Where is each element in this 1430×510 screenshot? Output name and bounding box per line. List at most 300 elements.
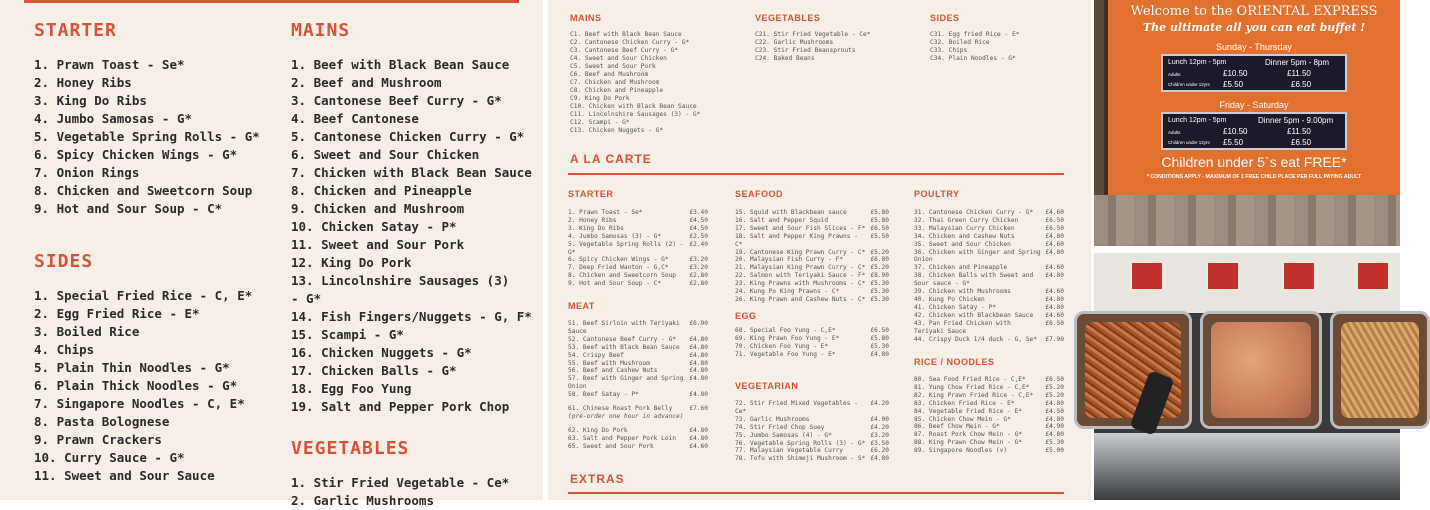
menu-item-price: £4.80 [689, 375, 708, 383]
sign-welcome: Welcome to the ORIENTAL EXPRESS [1130, 4, 1378, 19]
menu-item-price: £4.80 [689, 351, 708, 359]
menu-price-row [735, 288, 889, 296]
menu-price-row [914, 249, 1064, 265]
menu-item-name: 75. Jumbo Samosas (4) - G* [735, 431, 832, 439]
menu-item: C12. Scampi - G* [570, 119, 630, 126]
menu-item-name: 73. Garlic Mushrooms [735, 415, 810, 423]
wood-panelling [1094, 195, 1400, 246]
menu-item: 3. Boiled Rice [34, 324, 140, 339]
menu-item-price: £6.90 [689, 320, 708, 327]
menu-price-row [914, 423, 1064, 431]
menu-item-name: 68. Special Foo Yung - C,E* [735, 327, 836, 334]
menu-item-name: 78. Tofu with Shimeji Mushroom - S* [735, 455, 866, 463]
menu-item-price: £8.90 [870, 272, 889, 280]
buffet-vegetables-list [755, 31, 870, 63]
starter-heading: STARTER [34, 20, 117, 41]
menu-item-name: 61. Chinese Roast Pork Belly [568, 405, 673, 413]
menu-item: 6. Plain Thick Noodles - G* [34, 378, 238, 393]
menu-item-price: £5.20 [1045, 383, 1064, 391]
vegetarian-price-list [735, 400, 889, 463]
menu-item: 11. Sweet and Sour Pork [291, 237, 465, 252]
weekday-lunch-label: Lunch 12pm - 5pm [1168, 59, 1227, 66]
menu-item-price: £5.30 [870, 288, 889, 296]
menu-item-price: £4.20 [870, 423, 889, 431]
buffet-sides-list [930, 31, 1019, 63]
menu-item: C1. Beef with Black Bean Sauce [570, 31, 682, 38]
menu-item-price: £5.30 [870, 280, 889, 288]
menu-item: C7. Chicken and Mushroom [570, 79, 660, 86]
vegetables-list [291, 474, 509, 510]
weekend-dinner-label: Dinner 5pm - 9.00pm [1258, 116, 1334, 125]
menu-item-name: 22. Salmon with Teriyaki Sauce - F* [735, 272, 866, 280]
menu-item: 3. Cantonese Beef Curry - G* [291, 93, 502, 108]
buffet-trays-photo [1094, 253, 1400, 500]
menu-item-name: 26. King Prawn and Cashew Nuts - C* [735, 295, 866, 303]
menu-item: 2. Egg Fried Rice - E* [34, 306, 200, 321]
weekday-dinner-child-price: £6.50 [1291, 80, 1312, 89]
menu-item-name: 36. Chicken with Ginger and Spring Onion [914, 248, 1041, 264]
menu-price-row [568, 375, 708, 391]
menu-price-row [568, 241, 708, 257]
menu-item: 5. Cantonese Chicken Curry - G* [291, 129, 525, 144]
starter-heading-small: STARTER [568, 189, 614, 199]
menu-item: 19. Salt and Pepper Pork Chop [291, 399, 510, 414]
weekday-dinner-adult-price: £11.50 [1287, 69, 1311, 78]
menu-item-price: £5.30 [870, 342, 889, 350]
menu-item-name: 43. Pan Fried Chicken with Teriyaki Sauce [914, 319, 1011, 335]
menu-item: C32. Boiled Rice [930, 39, 990, 46]
menu-item-price: £4.50 [689, 216, 708, 224]
menu-item: C6. Beef and Mushroom [570, 71, 649, 78]
menu-price-row [914, 392, 1064, 400]
menu-item-name: 34. Chicken and Cashew Nuts [914, 232, 1015, 240]
meat-heading: MEAT [568, 301, 595, 311]
counter-front [1094, 433, 1400, 500]
menu-item-price: £4.80 [1045, 295, 1064, 303]
menu-item-name: 76. Vegetable Spring Rolls (3) - G* [735, 439, 866, 447]
menu-item: 1. Prawn Toast - Se* [34, 57, 185, 72]
menu-price-row [568, 344, 708, 352]
weekend-dinner-child-price: £6.50 [1291, 138, 1312, 147]
menu-item-name: 17. Sweet and Sour Fish Slices - F* [735, 224, 866, 232]
menu-item-name: 54. Crispy Beef [568, 351, 624, 359]
children-label: Children under 12yrs [1168, 82, 1210, 87]
menu-item-price: £5.30 [1045, 439, 1064, 447]
menu-item-price: £5.80 [870, 334, 889, 342]
menu-item-name: 63. Salt and Pepper Pork Loin [568, 434, 677, 442]
menu-price-row [914, 288, 1064, 296]
rice-noodles-heading: RICE / NOODLES [914, 357, 995, 367]
menu-price-row [735, 264, 889, 272]
full-menu-page [548, 0, 1091, 500]
menu-item: 1. Beef with Black Bean Sauce [291, 57, 510, 72]
menu-price-row [735, 280, 889, 288]
menu-price-row [914, 272, 1064, 288]
menu-item: 6. Sweet and Sour Chicken [291, 147, 480, 162]
menu-item: 15. Scampi - G* [291, 327, 404, 342]
menu-item-name: 20. Malaysian Fish Curry - F* [735, 256, 844, 264]
menu-item-name: 83. Chicken Fried Rice - E* [914, 399, 1015, 407]
menu-price-row [568, 413, 708, 421]
menu-item-price: £7.60 [689, 405, 708, 413]
price-sign [1104, 0, 1400, 197]
menu-price-row [735, 256, 889, 264]
menu-item-price: £6.20 [870, 447, 889, 455]
menu-price-row [914, 376, 1064, 384]
menu-item: 7. Singapore Noodles - C, E* [34, 396, 245, 411]
menu-price-row [568, 405, 708, 413]
menu-item-price: £4.80 [689, 426, 708, 434]
menu-item-price: £4.80 [689, 434, 708, 442]
menu-item: 2. Honey Ribs [34, 75, 132, 90]
menu-price-row [568, 233, 708, 241]
menu-price-row [914, 431, 1064, 439]
menu-item: 16. Chicken Nuggets - G* [291, 345, 472, 360]
menu-item-price: £5.80 [870, 216, 889, 224]
menu-item-price: £4.60 [1045, 240, 1064, 248]
menu-item-price: £4.60 [1045, 209, 1064, 216]
menu-item: C8. Chicken and Pineapple [570, 87, 664, 94]
menu-item-name: 77. Malaysian Vegetable Curry [735, 447, 844, 455]
menu-price-row [914, 384, 1064, 392]
menu-item: 9. Hot and Sour Soup - C* [34, 201, 223, 216]
buffet-vegetables-heading: VEGETABLES [755, 13, 821, 23]
menu-item-name: 74. Stir Fried Chop Suey [735, 423, 825, 431]
children-label-2: Children under 12yrs [1168, 140, 1210, 145]
menu-item-price: £7.90 [1045, 335, 1064, 343]
menu-item: 4. Jumbo Samosas - G* [34, 111, 193, 126]
menu-item-name: 40. Kung Po Chicken [914, 295, 985, 303]
menu-item: C22. Garlic Mushrooms [755, 39, 834, 46]
menu-price-row [735, 440, 889, 448]
poultry-heading: POULTRY [914, 189, 960, 199]
menu-item: C33. Chips [930, 47, 968, 54]
menu-price-row [568, 225, 708, 233]
sign-weekend-label: Friday - Saturday [1219, 100, 1289, 110]
menu-item-price: £4.00 [870, 415, 889, 423]
menu-item-name: 44. Crispy Duck 1/4 duck - G, Se* [914, 335, 1037, 343]
menu-item-price: £4.50 [689, 224, 708, 232]
menu-item: 8. Chicken and Sweetcorn Soup [34, 183, 253, 198]
menu-price-row [914, 416, 1064, 424]
menu-price-row [735, 424, 889, 432]
menu-item: C23. Stir Fried Beansprouts [755, 47, 856, 54]
top-rule [24, 0, 519, 3]
weekend-lunch-label: Lunch 12pm - 5pm [1168, 117, 1227, 124]
menu-item-price: £3.40 [689, 209, 708, 216]
menu-price-row [914, 217, 1064, 225]
menu-item-price: £4.80 [689, 391, 708, 399]
menu-item-price: £6.50 [1045, 216, 1064, 224]
menu-price-row [914, 209, 1064, 217]
menu-item: 7. Onion Rings [34, 165, 140, 180]
menu-price-row [568, 427, 708, 435]
seafood-price-list [735, 209, 889, 304]
menu-item: 9. Prawn Crackers [34, 432, 162, 447]
menu-item-name: 65. Sweet and Sour Pork [568, 442, 654, 450]
menu-item-name: 81. Yung Chow Fried Rice - C,E* [914, 383, 1030, 391]
menu-price-row [735, 400, 889, 416]
menu-price-row [735, 225, 889, 233]
menu-item-name: 84. Vegetable Fried Rice - E* [914, 407, 1023, 415]
extras-heading: EXTRAS [570, 472, 625, 486]
menu-item-name: 57. Beef with Ginger and Spring Onion [568, 375, 684, 391]
menu-item-name: 16. Salt and Pepper Squid [735, 216, 829, 224]
menu-item: C11. Lincolnshire Sausages (3) - G* [570, 111, 701, 118]
menu-item: 2. Beef and Mushroom [291, 75, 442, 90]
menu-item-name: 89. Singapore Noodles (v) [914, 447, 1008, 455]
vegetarian-heading: VEGETARIAN [735, 381, 799, 391]
menu-item-name: 80. Sea Food Fried Rice - C,E* [914, 376, 1026, 383]
menu-item-name: 42. Chicken with Blackbean Sauce [914, 311, 1034, 319]
sign-tagline: The ultimate all you can eat buffet ! [1142, 21, 1366, 34]
menu-price-row [568, 264, 708, 272]
menu-item-price: £6.50 [1045, 319, 1064, 327]
starter-price-list [568, 209, 708, 288]
menu-item-name: 1. Prawn Toast - Se* [568, 209, 643, 216]
starter-list [34, 56, 260, 218]
sign-weekday-label: Sunday - Thursday [1216, 42, 1292, 52]
menu-item: 12. King Do Pork [291, 255, 412, 270]
menu-item: C4. Sweet and Sour Chicken [570, 55, 667, 62]
food-tray-noodles [1074, 311, 1192, 429]
menu-item-name: 21. Malaysian King Prawn Curry - C* [735, 264, 866, 272]
menu-item: 18. Egg Foo Yung [291, 381, 412, 396]
menu-item-price: £6.50 [1045, 224, 1064, 232]
menu-price-row [914, 336, 1064, 344]
food-tray-noodles-2 [1330, 311, 1430, 429]
menu-price-row [735, 296, 889, 304]
menu-price-row [914, 264, 1064, 272]
mains-list [291, 56, 532, 416]
menu-price-row [914, 233, 1064, 241]
menu-item: 7. Chicken with Black Bean Sauce [291, 165, 532, 180]
menu-item-price [686, 413, 708, 421]
menu-price-row [568, 367, 708, 375]
menu-price-row [735, 249, 889, 257]
menu-item: 10. Curry Sauce - G* [34, 450, 185, 465]
weekday-lunch-child-price: £5.50 [1223, 80, 1244, 89]
buffet-sides-heading: SIDES [930, 13, 960, 23]
menu-item-name: 33. Malaysian Curry Chicken [914, 224, 1015, 232]
mains-heading: MAINS [291, 20, 351, 41]
sign-free-children: Children under 5`s eat FREE* [1161, 154, 1347, 170]
menu-item-price: £5.20 [870, 264, 889, 272]
menu-item-name: 3. King Do Ribs [568, 224, 624, 232]
menu-item-name: 52. Cantonese Beef Curry - G* [568, 335, 677, 343]
menu-price-row [568, 391, 708, 399]
menu-item: 8. Pasta Bolognese [34, 414, 170, 429]
menu-price-row [735, 455, 889, 463]
menu-item: 5. Vegetable Spring Rolls - G* [34, 129, 260, 144]
menu-item: 6. Spicy Chicken Wings - G* [34, 147, 238, 162]
menu-item-name: 8. Chicken and Sweetcorn Soup [568, 272, 677, 280]
menu-item-price: £3.20 [689, 256, 708, 264]
meat-price-list [568, 320, 708, 451]
menu-item: 4. Chips [34, 342, 95, 357]
menu-price-row [914, 439, 1064, 447]
menu-item-price: £5.00 [1045, 447, 1064, 455]
menu-item-price: £5.80 [870, 209, 889, 216]
vegetables-heading: VEGETABLES [291, 438, 410, 459]
menu-item-name: 5. Vegetable Spring Rolls (2) - G* [568, 240, 684, 256]
menu-item: 13. Lincolnshire Sausages (3) - G* [291, 273, 510, 306]
menu-item: 10. Chicken Satay - P* [291, 219, 457, 234]
menu-price-row [735, 416, 889, 424]
menu-item-name: 87. Roast Pork Chow Mein - G* [914, 431, 1023, 439]
menu-item-name: 85. Chicken Chow Mein - G* [914, 415, 1011, 423]
dish-label-card [1206, 261, 1240, 291]
weekend-lunch-adult-price: £10.50 [1223, 127, 1248, 136]
menu-item-price: £5.30 [870, 295, 889, 303]
alacarte-heading: A LA CARTE [570, 152, 652, 166]
menu-item-name: 72. Stir Fried Mixed Vegetables - Ce* [735, 400, 858, 415]
weekday-lunch-adult-price: £10.50 [1223, 69, 1248, 78]
menu-item: C5. Sweet and Sour Pork [570, 63, 656, 70]
weekend-price-board [1161, 112, 1347, 150]
menu-item-price: £4.80 [689, 343, 708, 351]
menu-item-price: £5.20 [870, 248, 889, 256]
menu-item-price: £4.60 [1045, 311, 1064, 319]
menu-item: C21. Stir Fried Vegetable - Ce* [755, 31, 871, 38]
menu-price-row [735, 233, 889, 249]
menu-item-name: 53. Beef with Black Bean Sauce [568, 343, 680, 351]
menu-item-price: £4.60 [1045, 264, 1064, 272]
egg-heading: EGG [735, 311, 757, 321]
menu-price-row [568, 360, 708, 368]
rice-noodles-price-list [914, 376, 1064, 455]
menu-price-row [735, 432, 889, 440]
weekend-dinner-adult-price: £11.50 [1287, 127, 1311, 136]
menu-item: 14. Fish Fingers/Nuggets - G, F* [291, 309, 532, 324]
buffet-mains-list [570, 31, 700, 135]
menu-price-row [735, 335, 889, 343]
weekend-lunch-child-price: £5.50 [1223, 138, 1244, 147]
menu-item-price: £4.20 [870, 400, 889, 407]
menu-item: C31. Egg fried Rice - E* [930, 31, 1020, 38]
menu-item-name: 88. King Prawn Chow Mein - G* [914, 439, 1023, 447]
menu-item-price: £4.80 [1045, 399, 1064, 407]
dish-label-card [1356, 261, 1390, 291]
menu-item: C3. Cantonese Beef Curry - G* [570, 47, 679, 54]
menu-price-row [735, 209, 889, 217]
menu-item-name: 39. Chicken with Mushrooms [914, 288, 1011, 296]
menu-item-price: £5.20 [1045, 391, 1064, 399]
menu-price-row [914, 447, 1064, 455]
menu-item-price: £2.80 [689, 280, 708, 288]
menu-item-price: £4.80 [870, 455, 889, 463]
menu-item-price: £6.80 [870, 256, 889, 264]
menu-item-name: 86. Beef Chow Mein - G* [914, 423, 1000, 431]
menu-item: 4. Beef Cantonese [291, 111, 419, 126]
menu-item-price: £4.80 [1045, 415, 1064, 423]
menu-item-price: £4.60 [689, 442, 708, 450]
menu-item-name: 41. Chicken Satay - P* [914, 303, 996, 311]
menu-item-price: £3.20 [870, 431, 889, 439]
menu-price-row [735, 447, 889, 455]
poultry-price-list [914, 209, 1064, 343]
menu-item-price: £3.20 [689, 264, 708, 272]
menu-item-price: £4.80 [1045, 431, 1064, 439]
weekday-price-board [1161, 54, 1347, 92]
menu-item-price: £6.50 [870, 224, 889, 232]
adults-label-2: Adults [1168, 130, 1181, 135]
menu-item: 3. King Do Ribs [34, 93, 147, 108]
menu-item-price: £6.50 [1045, 376, 1064, 383]
menu-item-name: 31. Cantonese Chicken Curry - G* [914, 209, 1034, 216]
menu-item-price: £4.80 [1045, 272, 1064, 280]
menu-item-name: 62. King Do Pork [568, 426, 628, 434]
menu-price-row [568, 352, 708, 360]
menu-price-row [914, 312, 1064, 320]
menu-price-row [914, 320, 1064, 336]
buffet-mains-heading: MAINS [570, 13, 602, 23]
menu-item-price: £4.80 [689, 367, 708, 375]
menu-item: C13. Chicken Nuggets - G* [570, 127, 664, 134]
egg-price-list [735, 327, 889, 359]
menu-item-name: (pre-order one hour in advance) [568, 412, 684, 420]
menu-item: 11. Sweet and Sour Sauce [34, 468, 215, 483]
menu-item-price: £2.50 [689, 232, 708, 240]
sides-heading: SIDES [34, 251, 94, 272]
adults-label: Adults [1168, 72, 1181, 77]
menu-price-row [914, 400, 1064, 408]
menu-price-row [914, 408, 1064, 416]
menu-price-row [735, 272, 889, 280]
menu-item: 17. Chicken Balls - G* [291, 363, 457, 378]
menu-item: 1. Stir Fried Vegetable - Ce* [291, 475, 510, 490]
menu-item: C2. Cantonese Chicken Curry - G* [570, 39, 690, 46]
weekday-dinner-label: Dinner 5pm - 8pm [1265, 58, 1330, 67]
menu-item-price: £5.50 [870, 232, 889, 240]
menu-item-name: 70. Chicken Foo Yung - E* [735, 342, 829, 350]
menu-item-name: 55. Beef with Mushroom [568, 359, 650, 367]
extras-rule [568, 492, 1064, 494]
menu-item-name: 37. Chicken and Pineapple [914, 264, 1008, 272]
menu-price-row [568, 320, 708, 336]
seafood-heading: SEAFOOD [735, 189, 784, 199]
dish-label-card [1282, 261, 1316, 291]
menu-item-name: 71. Vegetable Foo Yung - E* [735, 350, 836, 358]
menu-item-name: 6. Spicy Chicken Wings - G* [568, 256, 669, 264]
menu-item: 9. Chicken and Mushroom [291, 201, 465, 216]
menu-item-price: £4.80 [1045, 232, 1064, 240]
menu-item-price: £4.80 [1045, 303, 1064, 311]
menu-price-row [568, 217, 708, 225]
menu-price-row [568, 272, 708, 280]
menu-item-name: 23. King Prawns with Mushrooms - C* [735, 280, 866, 288]
menu-item-name: 69. King Prawn Foo Yung - E* [735, 334, 840, 342]
menu-item-price: £4.60 [1045, 288, 1064, 296]
menu-item-price: £3.50 [870, 439, 889, 447]
menu-price-row [735, 351, 889, 359]
menu-price-row [735, 217, 889, 225]
buffet-menu-page [0, 0, 543, 508]
menu-item: C10. Chicken with Black Bean Sauce [570, 103, 697, 110]
menu-item-price: £2.40 [689, 240, 708, 248]
menu-item-name: 35. Sweet and Sour Chicken [914, 240, 1011, 248]
menu-price-row [568, 209, 708, 217]
menu-item-name: 32. Thai Green Curry Chicken [914, 216, 1019, 224]
menu-item-name: 58. Beef Satay - P* [568, 391, 639, 399]
menu-item-price: £4.80 [689, 335, 708, 343]
menu-price-row [568, 443, 708, 451]
menu-item-name: 7. Deep Fried Wanton - G,C* [568, 264, 669, 272]
menu-price-row [914, 241, 1064, 249]
menu-price-row [914, 225, 1064, 233]
menu-price-row [568, 435, 708, 443]
menu-item-price: £4.90 [1045, 423, 1064, 431]
